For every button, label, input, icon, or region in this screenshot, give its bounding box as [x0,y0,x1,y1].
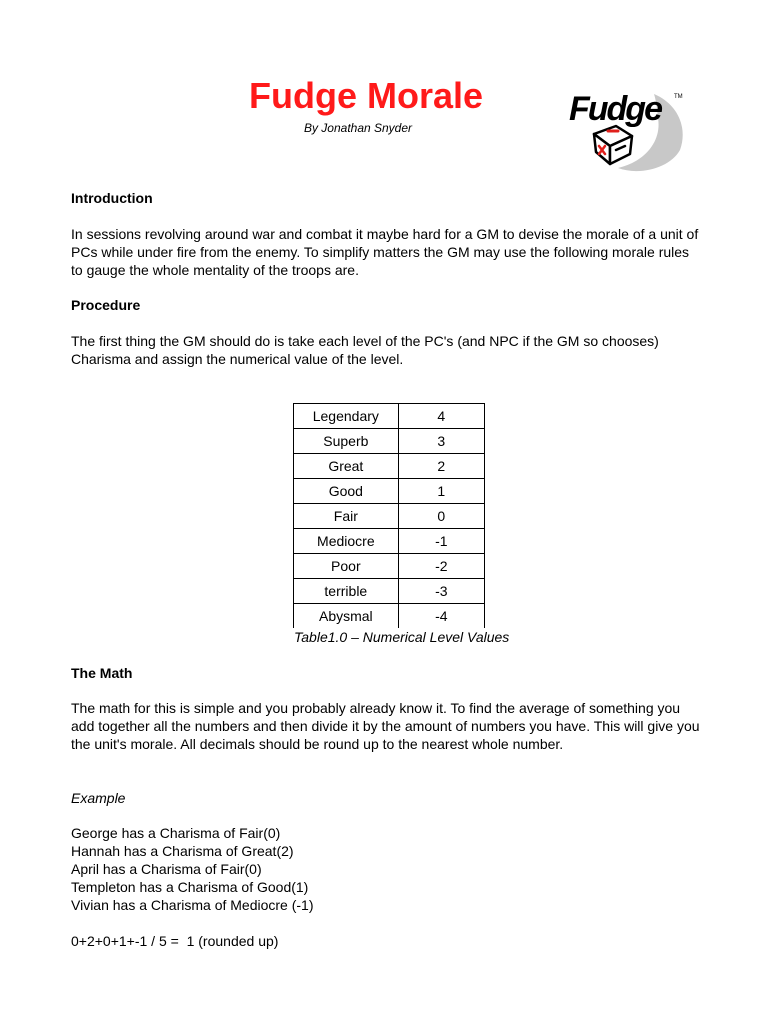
logo-wordmark: Fudge [569,90,661,128]
table-row [294,604,485,629]
document-byline: By Jonathan Snyder [303,121,413,135]
level-value: -3 [398,579,484,604]
table-row [294,529,485,554]
table-row [294,404,485,429]
level-name: Good [294,479,399,504]
example-line: Hannah has a Charisma of Great(2) [71,843,294,859]
procedure-heading: Procedure [71,297,141,313]
math-heading: The Math [71,665,133,681]
level-value: 2 [398,454,484,479]
table-row [294,554,485,579]
dice-icon [594,126,632,164]
example-heading: Example [71,790,126,806]
level-name: Abysmal [294,604,399,629]
level-value: 4 [398,404,484,429]
level-name: Poor [294,554,399,579]
trademark-mark: TM [674,94,683,100]
level-value: -1 [398,529,484,554]
level-value: 3 [398,429,484,454]
table-row [294,454,485,479]
fudge-logo [566,84,690,174]
level-name: Mediocre [294,529,399,554]
level-name: Legendary [294,404,399,429]
introduction-heading: Introduction [71,190,153,206]
level-value: -2 [398,554,484,579]
table-row [294,504,485,529]
level-value: 0 [398,504,484,529]
table-row [294,579,485,604]
table-row [294,479,485,504]
example-line: George has a Charisma of Fair(0) [71,825,281,841]
level-name: terrible [294,579,399,604]
example-line: Templeton has a Charisma of Good(1) [71,879,309,895]
procedure-paragraph: The first thing the GM should do is take each level of the PC's (and NPC if the GM so chooses) Charisma and assign the numerical value of the level. [71,333,659,367]
example-line: Vivian has a Charisma of Mediocre (-1) [71,897,314,913]
table-row [294,429,485,454]
level-value: -4 [398,604,484,629]
table-caption: Table1.0 – Numerical Level Values [294,629,510,645]
level-name: Fair [294,504,399,529]
introduction-paragraph: In sessions revolving around war and combat it maybe hard for a GM to devise the morale of a unit of PCs while under fire from the enemy. To simplify matters the GM may use the following morale rules to gauge the whole mentality of the troops are. [71,226,699,278]
math-paragraph: The math for this is simple and you probably already know it. To find the average of something you add together all the numbers and then divide it by the amount of numbers you have. This will give you the unit's morale. All decimals should be round up to the nearest whole number. [71,700,700,752]
level-name: Great [294,454,399,479]
level-values-table [293,403,485,628]
example-calculation: 0+2+0+1+-1 / 5 = 1 (rounded up) [71,933,279,949]
document-title: Fudge Morale [248,75,484,116]
example-line: April has a Charisma of Fair(0) [71,861,262,877]
level-value: 1 [398,479,484,504]
level-name: Superb [294,429,399,454]
